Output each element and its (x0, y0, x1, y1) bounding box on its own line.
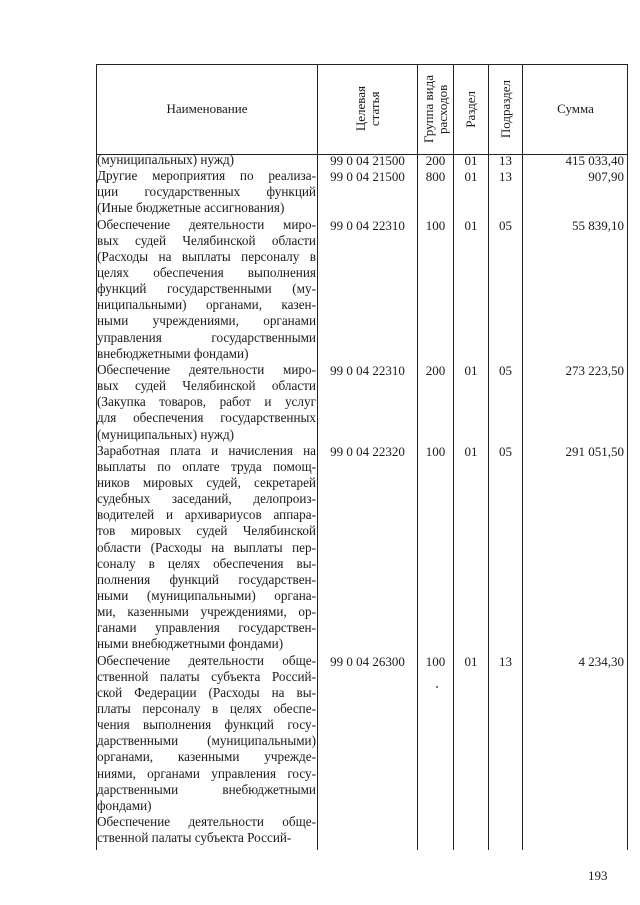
section-code: 01 (464, 653, 478, 669)
description-line: ников мировых судей, секретарей (97, 474, 316, 490)
description-line: вых судей Челябинской области (97, 232, 316, 248)
description-line: Заработная плата и начисления на (97, 442, 316, 458)
header-name (97, 64, 317, 154)
description-line: области (Расходы на выплаты пер- (97, 539, 316, 555)
description-line: ными (муниципальными) органа- (97, 587, 316, 603)
sum-value: 415 033,40 (565, 153, 624, 168)
description-line: целях обеспечения выполнения (97, 265, 316, 281)
header-sum (523, 64, 628, 154)
expense-group: 100 (425, 217, 446, 233)
description-line: чения выполнения функций госу- (97, 717, 316, 733)
description-line: Обеспечение деятельности обще- (97, 652, 316, 668)
description-line: тов мировых судей Челябинской (97, 523, 316, 539)
page-number: 193 (588, 868, 608, 883)
subsection-code: 13 (499, 153, 512, 168)
description-line: ской Федерации (Расходы на вы- (97, 684, 316, 700)
sum-value: 907,90 (588, 169, 624, 185)
header-group (418, 64, 453, 154)
description-line: дарственными (муниципальными) (97, 733, 316, 749)
expense-group: 200 (425, 362, 446, 378)
row-description (97, 443, 316, 653)
description-line: внебюджетными фондами) (97, 345, 249, 361)
description-line: ми, казенными учреждениями, ор- (97, 604, 316, 620)
target-code: 99 0 04 26300 (330, 653, 405, 669)
target-code: 99 0 04 21500 (330, 153, 405, 168)
section-code: 01 (464, 169, 478, 185)
scan-speck (436, 686, 438, 688)
description-line: (Закупка товаров, работ и услуг (97, 394, 316, 410)
description-line: ными внебюджетными фондами) (97, 636, 284, 652)
expense-group: 100 (425, 653, 446, 669)
section-code: 01 (464, 217, 478, 233)
sum-value: 291 051,50 (565, 443, 624, 459)
row-description (97, 217, 316, 362)
description-line: функций государственными (му- (97, 281, 316, 297)
description-line: полнения функций государствен- (97, 571, 316, 587)
section-code: 01 (464, 153, 478, 168)
header-target-text: Целевая статья (352, 86, 382, 132)
description-line: ниями, органами управления госу- (97, 765, 316, 781)
description-line: органами, казенными учрежде- (97, 749, 316, 765)
header-group-text: Группа вида расходов (420, 75, 450, 143)
description-line: вых судей Челябинской области (97, 378, 316, 394)
header-target (318, 64, 417, 154)
header-subsection (489, 64, 522, 154)
target-code: 99 0 04 22310 (330, 362, 405, 378)
description-line: (муниципальных) нужд) (97, 152, 235, 167)
description-line: водителей и архивариусов аппара- (97, 507, 316, 523)
sum-value: 4 234,30 (578, 653, 624, 669)
subsection-code: 13 (499, 653, 512, 669)
description-line: для обеспечения государственных (97, 410, 316, 426)
target-code: 99 0 04 22310 (330, 217, 405, 233)
description-line: Обеспечение деятельности миро- (97, 216, 316, 232)
row-description (97, 653, 316, 814)
header-sum-text: Сумма (557, 101, 594, 116)
row-description (97, 152, 316, 168)
description-line: (Иные бюджетные ассигнования) (97, 200, 285, 216)
header-section (454, 64, 488, 154)
row-description (97, 168, 316, 216)
description-line: фондами) (97, 797, 152, 813)
header-subsection-text: Подраздел (497, 79, 513, 139)
description-line: судебных заседаний, делопроиз- (97, 491, 316, 507)
description-line: дарственными внебюджетными (97, 781, 316, 797)
description-line: ственной палаты субъекта Россий- (97, 830, 292, 846)
expense-group: 800 (425, 169, 446, 185)
subsection-code: 13 (499, 169, 512, 185)
description-line: соналу в целях обеспечения вы- (97, 555, 316, 571)
description-line: (Расходы на выплаты персоналу в (97, 248, 316, 264)
description-line: ции государственных функций (97, 184, 316, 200)
description-line: управления государственными (97, 329, 316, 345)
expense-group: 200 (425, 153, 446, 168)
subsection-code: 05 (499, 217, 512, 233)
target-code: 99 0 04 21500 (330, 169, 405, 185)
header-section-text: Раздел (463, 90, 478, 128)
description-line: выплаты по оплате труда помощ- (97, 458, 316, 474)
row-description (97, 362, 316, 443)
description-line: ными учреждениями, органами (97, 313, 316, 329)
description-line: ниципальными) органами, казен- (97, 297, 316, 313)
section-code: 01 (464, 362, 478, 378)
description-line: Обеспечение деятельности обще- (97, 814, 316, 830)
description-line: ганами управления государствен- (97, 620, 316, 636)
target-code: 99 0 04 22320 (330, 443, 405, 459)
column-divider (522, 64, 523, 850)
sum-value: 55 839,10 (572, 217, 624, 233)
subsection-code: 05 (499, 443, 512, 459)
expense-group: 100 (425, 443, 446, 459)
description-line: Обеспечение деятельности миро- (97, 361, 316, 377)
description-line: (муниципальных) нужд) (97, 426, 235, 442)
description-line: ственной палаты субъекта Россий- (97, 668, 316, 684)
header-name-text: Наименование (166, 101, 248, 116)
subsection-code: 05 (499, 362, 512, 378)
description-line: Другие мероприятия по реализа- (97, 168, 316, 184)
row-description (97, 814, 316, 846)
description-line: платы персоналу в целях обеспе- (97, 701, 316, 717)
section-code: 01 (464, 443, 478, 459)
sum-value: 273 223,50 (565, 362, 624, 378)
